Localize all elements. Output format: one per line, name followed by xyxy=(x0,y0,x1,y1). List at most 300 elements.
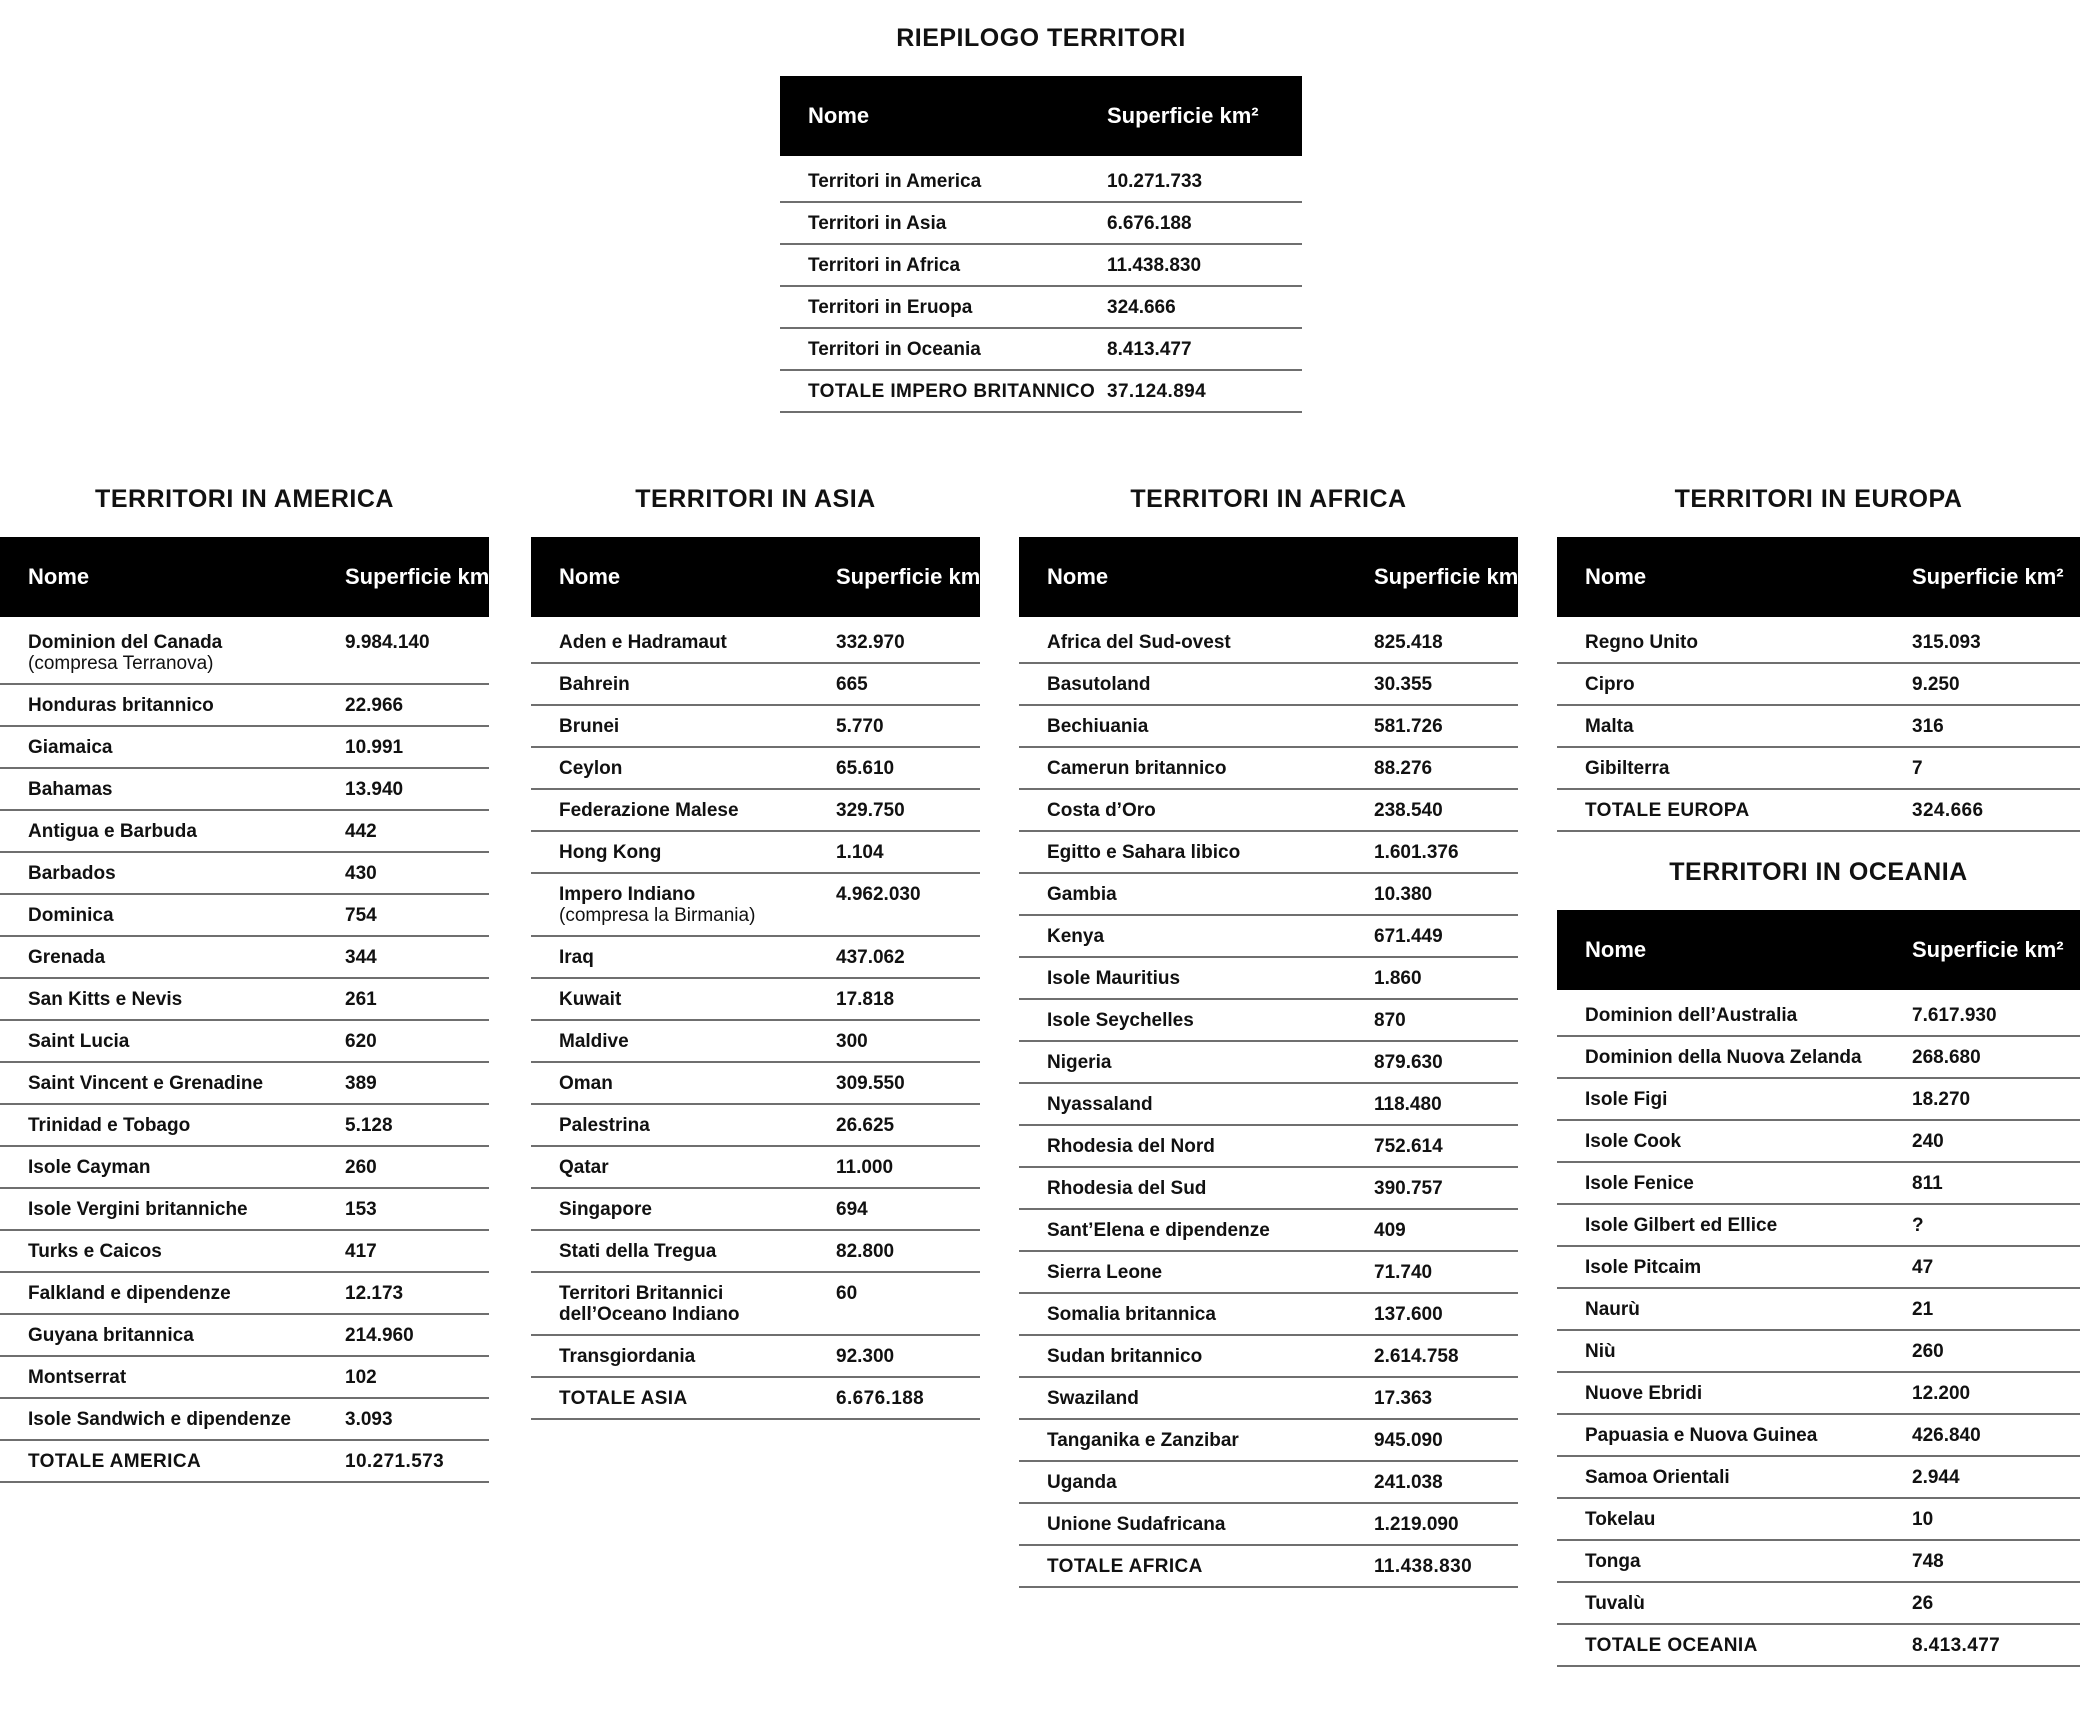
territory-name-cell xyxy=(1557,1330,1912,1372)
table-row xyxy=(1557,1414,2080,1456)
asia-table xyxy=(531,537,988,1420)
territory-area: 426.840 xyxy=(1912,1414,2080,1456)
table-row xyxy=(0,617,489,684)
territory-name-cell xyxy=(531,1188,836,1230)
territory-name-cell xyxy=(531,1146,836,1188)
territory-name: TOTALE AFRICA xyxy=(1047,1556,1203,1577)
table-row xyxy=(0,1062,489,1104)
territory-area: 324.666 xyxy=(1912,789,2080,831)
territory-name-cell xyxy=(1019,1167,1374,1209)
territory-area: 752.614 xyxy=(1374,1125,1518,1167)
table-row xyxy=(0,1314,489,1356)
territory-area: 11.438.830 xyxy=(1107,244,1302,286)
table-row xyxy=(1557,747,2080,789)
header-area: Superficie km² xyxy=(1374,564,1526,589)
territory-area: 754 xyxy=(345,894,489,936)
territory-name: Kuwait xyxy=(559,989,622,1010)
territory-name-cell xyxy=(1557,1162,1912,1204)
territory-area: 417 xyxy=(345,1230,489,1272)
table-row xyxy=(1019,915,1518,957)
territory-name: Isole Gilbert ed Ellice xyxy=(1585,1215,1778,1236)
territory-name-cell xyxy=(531,1062,836,1104)
table-row xyxy=(531,1230,980,1272)
table-row xyxy=(531,1272,980,1335)
territory-name: Regno Unito xyxy=(1585,632,1698,653)
table-row xyxy=(531,747,980,789)
territory-note: (compresa Terranova) xyxy=(28,653,214,674)
africa-table xyxy=(1019,537,1526,1588)
table-row xyxy=(0,1188,489,1230)
territory-name-cell xyxy=(0,726,345,768)
table-row xyxy=(1019,1083,1518,1125)
territory-area: 409 xyxy=(1374,1209,1518,1251)
territory-name: Impero Indiano xyxy=(559,884,696,905)
territory-name-cell xyxy=(531,1272,836,1335)
territory-area: 620 xyxy=(345,1020,489,1062)
territory-name-cell xyxy=(0,894,345,936)
territory-area: 8.413.477 xyxy=(1912,1624,2080,1666)
territory-name: Sant’Elena e dipendenze xyxy=(1047,1220,1270,1241)
table-row xyxy=(0,1104,489,1146)
table-row xyxy=(1019,873,1518,915)
territory-area: 102 xyxy=(345,1356,489,1398)
table-header xyxy=(780,76,1302,156)
territory-name: TOTALE OCEANIA xyxy=(1585,1635,1758,1656)
territory-name: Giamaica xyxy=(28,737,113,758)
table-row xyxy=(780,286,1302,328)
territory-area: 18.270 xyxy=(1912,1078,2080,1120)
america-section xyxy=(0,481,497,1483)
table-row xyxy=(1019,1503,1518,1545)
table-row xyxy=(0,684,489,726)
territory-name: Isole Fenice xyxy=(1585,1173,1694,1194)
territory-name: Isole Sandwich e dipendenze xyxy=(28,1409,291,1430)
territory-name: Trinidad e Tobago xyxy=(28,1115,191,1136)
territory-name: Stati della Tregua xyxy=(559,1241,717,1262)
territory-area: 7.617.930 xyxy=(1912,990,2080,1036)
europa-section xyxy=(1557,481,2080,832)
territory-name-cell xyxy=(1557,1456,1912,1498)
territory-area: 2.614.758 xyxy=(1374,1335,1518,1377)
territory-name-cell xyxy=(1019,705,1374,747)
table-row xyxy=(531,1020,980,1062)
table-row xyxy=(531,1104,980,1146)
territory-area: 8.413.477 xyxy=(1107,328,1302,370)
table-row xyxy=(1019,663,1518,705)
territory-name-cell xyxy=(531,617,836,663)
territory-name: Federazione Malese xyxy=(559,800,739,821)
territory-name-cell xyxy=(531,1377,836,1419)
asia-title: TERRITORI IN ASIA xyxy=(635,485,876,513)
territory-name-cell xyxy=(0,1062,345,1104)
territory-area: 879.630 xyxy=(1374,1041,1518,1083)
territory-name: Iraq xyxy=(559,947,594,968)
territory-area: 945.090 xyxy=(1374,1419,1518,1461)
header-name: Nome xyxy=(1585,564,1647,589)
territory-name-cell xyxy=(1019,1377,1374,1419)
territory-name: Africa del Sud-ovest xyxy=(1047,632,1231,653)
territory-name: Tanganika e Zanzibar xyxy=(1047,1430,1239,1451)
territory-name-cell xyxy=(1019,747,1374,789)
table-row xyxy=(0,1398,489,1440)
territory-name-cell xyxy=(531,663,836,705)
africa-title: TERRITORI IN AFRICA xyxy=(1130,485,1407,513)
territory-name: Nuove Ebridi xyxy=(1585,1383,1703,1404)
territory-name: Saint Vincent e Grenadine xyxy=(28,1073,264,1094)
territory-name: Territori in Asia xyxy=(808,213,947,234)
territory-area: 11.438.830 xyxy=(1374,1545,1518,1587)
territory-area: 442 xyxy=(345,810,489,852)
table-row xyxy=(1557,617,2080,663)
territory-name: Tuvalù xyxy=(1585,1593,1645,1614)
territory-name: Hong Kong xyxy=(559,842,662,863)
table-row xyxy=(1019,1461,1518,1503)
territory-area: 665 xyxy=(836,663,980,705)
table-row xyxy=(1557,1162,2080,1204)
africa-section xyxy=(1019,481,1526,1588)
territory-name: Isole Mauritius xyxy=(1047,968,1181,989)
territory-area: ? xyxy=(1912,1204,2080,1246)
table-row xyxy=(1019,1419,1518,1461)
table-row xyxy=(531,617,980,663)
territory-name: Gambia xyxy=(1047,884,1117,905)
table-row xyxy=(1557,1288,2080,1330)
territory-name-cell xyxy=(1019,915,1374,957)
table-row xyxy=(1019,1041,1518,1083)
territory-name-cell xyxy=(1019,831,1374,873)
territory-area: 30.355 xyxy=(1374,663,1518,705)
territory-name: Bechiuania xyxy=(1047,716,1149,737)
table-row xyxy=(1557,1540,2080,1582)
table-row xyxy=(0,768,489,810)
territory-name-cell xyxy=(1557,789,1912,831)
territory-name-cell xyxy=(531,831,836,873)
territory-name: Honduras britannico xyxy=(28,695,214,716)
territory-area: 88.276 xyxy=(1374,747,1518,789)
total-row xyxy=(1557,1624,2080,1666)
territory-area: 329.750 xyxy=(836,789,980,831)
territory-area: 4.962.030 xyxy=(836,873,980,936)
table-row xyxy=(780,202,1302,244)
table-header xyxy=(531,537,980,617)
territory-area: 92.300 xyxy=(836,1335,980,1377)
territory-name-cell xyxy=(1019,617,1374,663)
territory-area: 10.271.733 xyxy=(1107,156,1302,202)
territory-name: TOTALE EUROPA xyxy=(1585,800,1750,821)
territory-area: 261 xyxy=(345,978,489,1020)
territory-area: 748 xyxy=(1912,1540,2080,1582)
territory-name-cell xyxy=(531,873,836,936)
territory-name: Isole Cook xyxy=(1585,1131,1682,1152)
territory-area: 10.271.573 xyxy=(345,1440,489,1482)
territory-name-cell xyxy=(531,1020,836,1062)
table-row xyxy=(531,1062,980,1104)
header-area: Superficie km² xyxy=(1107,103,1259,128)
territory-note: (compresa la Birmania) xyxy=(559,905,756,926)
table-row xyxy=(1557,1120,2080,1162)
territory-area: 10.380 xyxy=(1374,873,1518,915)
table-row xyxy=(0,894,489,936)
territory-name: Rhodesia del Sud xyxy=(1047,1178,1207,1199)
territory-name: Oman xyxy=(559,1073,613,1094)
territory-name-cell xyxy=(1019,1125,1374,1167)
table-row xyxy=(1557,1372,2080,1414)
territory-name-cell xyxy=(0,936,345,978)
territory-area: 240 xyxy=(1912,1120,2080,1162)
table-row xyxy=(1557,663,2080,705)
territory-area: 430 xyxy=(345,852,489,894)
territory-area: 825.418 xyxy=(1374,617,1518,663)
total-row xyxy=(531,1377,980,1419)
header-name: Nome xyxy=(559,564,621,589)
territory-area: 12.173 xyxy=(345,1272,489,1314)
territory-area: 65.610 xyxy=(836,747,980,789)
territory-name-cell xyxy=(1019,873,1374,915)
territory-name-cell xyxy=(1019,1083,1374,1125)
territory-area: 1.104 xyxy=(836,831,980,873)
territory-name: Uganda xyxy=(1047,1472,1117,1493)
territory-name: Tonga xyxy=(1585,1551,1641,1572)
territory-area: 5.128 xyxy=(345,1104,489,1146)
territory-name-cell xyxy=(1557,990,1912,1036)
territory-name-cell xyxy=(1019,1293,1374,1335)
table-row xyxy=(0,1146,489,1188)
table-header xyxy=(1557,910,2080,990)
table-row xyxy=(1019,1335,1518,1377)
territory-name-cell xyxy=(1019,1041,1374,1083)
territory-name-cell xyxy=(1557,1624,1912,1666)
total-row xyxy=(1019,1545,1518,1587)
territory-name-cell xyxy=(531,1104,836,1146)
territory-name-cell xyxy=(1019,663,1374,705)
summary-title: RIEPILOGO TERRITORI xyxy=(896,24,1186,52)
table-row xyxy=(531,663,980,705)
table-row xyxy=(1019,705,1518,747)
territory-name-cell xyxy=(531,789,836,831)
territory-area: 214.960 xyxy=(345,1314,489,1356)
territory-area: 82.800 xyxy=(836,1230,980,1272)
territory-area: 21 xyxy=(1912,1288,2080,1330)
territory-name-cell xyxy=(1019,789,1374,831)
oceania-title: TERRITORI IN OCEANIA xyxy=(1669,858,1968,886)
table-row xyxy=(1557,1456,2080,1498)
territory-area: 26.625 xyxy=(836,1104,980,1146)
header-name: Nome xyxy=(1047,564,1109,589)
territory-area: 118.480 xyxy=(1374,1083,1518,1125)
territory-area: 9.984.140 xyxy=(345,617,489,684)
header-name: Nome xyxy=(808,103,870,128)
territory-area: 344 xyxy=(345,936,489,978)
territory-area: 260 xyxy=(345,1146,489,1188)
territory-name-cell xyxy=(780,328,1107,370)
table-row xyxy=(531,873,980,936)
territory-name-cell xyxy=(531,1230,836,1272)
table-row xyxy=(531,978,980,1020)
territory-name-cell xyxy=(1019,957,1374,999)
territory-area: 17.818 xyxy=(836,978,980,1020)
territory-area: 22.966 xyxy=(345,684,489,726)
territory-area: 671.449 xyxy=(1374,915,1518,957)
territory-area: 153 xyxy=(345,1188,489,1230)
table-row xyxy=(1019,1251,1518,1293)
territory-area: 11.000 xyxy=(836,1146,980,1188)
territory-name: San Kitts e Nevis xyxy=(28,989,183,1010)
territory-name-cell xyxy=(780,244,1107,286)
territory-name-cell xyxy=(0,1272,345,1314)
territory-name: Somalia britannica xyxy=(1047,1304,1216,1325)
territory-name: Isole Vergini britanniche xyxy=(28,1199,248,1220)
territory-name-cell xyxy=(1557,1120,1912,1162)
territory-name: Palestrina xyxy=(559,1115,650,1136)
territory-name: Basutoland xyxy=(1047,674,1151,695)
table-row xyxy=(1019,617,1518,663)
territory-name: Bahamas xyxy=(28,779,113,800)
territory-name: Falkland e dipendenze xyxy=(28,1283,231,1304)
territory-area: 870 xyxy=(1374,999,1518,1041)
territory-name-cell xyxy=(0,1356,345,1398)
territory-name-cell xyxy=(1557,1414,1912,1456)
territory-area: 309.550 xyxy=(836,1062,980,1104)
territory-name: Antigua e Barbuda xyxy=(28,821,197,842)
territory-name: Gibilterra xyxy=(1585,758,1670,779)
territory-name: Transgiordania xyxy=(559,1346,696,1367)
territory-name-cell xyxy=(1019,999,1374,1041)
territory-area: 5.770 xyxy=(836,705,980,747)
territory-area: 300 xyxy=(836,1020,980,1062)
territory-name: Dominion della Nuova Zelanda xyxy=(1585,1047,1862,1068)
table-header xyxy=(0,537,489,617)
table-row xyxy=(0,852,489,894)
territory-name-cell xyxy=(1557,1246,1912,1288)
table-row xyxy=(1019,1125,1518,1167)
territory-name-cell xyxy=(780,286,1107,328)
territory-name: Samoa Orientali xyxy=(1585,1467,1730,1488)
table-row xyxy=(1557,990,2080,1036)
territory-name: Dominion dell’Australia xyxy=(1585,1005,1798,1026)
territory-name: Sierra Leone xyxy=(1047,1262,1163,1283)
territory-name: Maldive xyxy=(559,1031,629,1052)
table-row xyxy=(1019,957,1518,999)
territory-name: Camerun britannico xyxy=(1047,758,1227,779)
territory-name-cell xyxy=(1557,1372,1912,1414)
oceania-section xyxy=(1557,854,2080,1667)
territory-area: 6.676.188 xyxy=(1107,202,1302,244)
territory-name: TOTALE IMPERO BRITANNICO xyxy=(808,381,1096,402)
territory-name: Costa d’Oro xyxy=(1047,800,1156,821)
territory-name: Guyana britannica xyxy=(28,1325,194,1346)
table-header xyxy=(1019,537,1518,617)
territory-name-cell xyxy=(1557,617,1912,663)
table-row xyxy=(780,156,1302,202)
table-row xyxy=(1557,1330,2080,1372)
territory-area: 238.540 xyxy=(1374,789,1518,831)
table-row xyxy=(1019,831,1518,873)
territory-name: Territori in Africa xyxy=(808,255,961,276)
table-row xyxy=(531,936,980,978)
territory-name-cell xyxy=(1019,1335,1374,1377)
territory-name: Cipro xyxy=(1585,674,1635,695)
oceania-table xyxy=(1557,910,2080,1667)
table-row xyxy=(1019,747,1518,789)
territory-area: 26 xyxy=(1912,1582,2080,1624)
table-row xyxy=(780,244,1302,286)
territory-name-cell xyxy=(0,1314,345,1356)
territory-name-cell xyxy=(0,684,345,726)
territory-name: Naurù xyxy=(1585,1299,1640,1320)
territory-name-cell xyxy=(0,1104,345,1146)
territory-name-cell xyxy=(0,1146,345,1188)
table-row xyxy=(1557,1204,2080,1246)
territory-area: 241.038 xyxy=(1374,1461,1518,1503)
territory-name: Brunei xyxy=(559,716,620,737)
header-name: Nome xyxy=(28,564,90,589)
table-row xyxy=(1557,1582,2080,1624)
header-area: Superficie km² xyxy=(1912,564,2064,589)
territory-name: Egitto e Sahara libico xyxy=(1047,842,1241,863)
territory-name: Tokelau xyxy=(1585,1509,1656,1530)
territory-area: 315.093 xyxy=(1912,617,2080,663)
territory-name-cell xyxy=(780,370,1107,412)
header-name: Nome xyxy=(1585,937,1647,962)
table-row xyxy=(0,1356,489,1398)
territory-name-cell xyxy=(531,936,836,978)
territory-name: Qatar xyxy=(559,1157,609,1178)
territory-name: Kenya xyxy=(1047,926,1105,947)
territory-name-cell xyxy=(1019,1461,1374,1503)
table-row xyxy=(531,831,980,873)
territory-area: 3.093 xyxy=(345,1398,489,1440)
territory-name: TOTALE ASIA xyxy=(559,1388,688,1409)
territory-area: 390.757 xyxy=(1374,1167,1518,1209)
territory-name: Montserrat xyxy=(28,1367,127,1388)
territory-area: 10 xyxy=(1912,1498,2080,1540)
territory-area: 316 xyxy=(1912,705,2080,747)
america-table xyxy=(0,537,497,1483)
territory-area: 37.124.894 xyxy=(1107,370,1302,412)
territory-name: Barbados xyxy=(28,863,116,884)
territory-name: Nigeria xyxy=(1047,1052,1112,1073)
territory-name: Swaziland xyxy=(1047,1388,1139,1409)
territory-name-cell xyxy=(1557,1078,1912,1120)
territory-name-cell xyxy=(780,156,1107,202)
territory-name: Territori Britannici xyxy=(559,1283,724,1304)
territory-name-cell xyxy=(0,1440,345,1482)
table-row xyxy=(1557,1246,2080,1288)
territory-name-cell xyxy=(1557,747,1912,789)
territory-name: Singapore xyxy=(559,1199,652,1220)
total-row xyxy=(1557,789,2080,831)
territory-name-cell xyxy=(531,705,836,747)
summary-section xyxy=(780,20,1302,413)
territory-name-cell xyxy=(0,1230,345,1272)
territory-name: Saint Lucia xyxy=(28,1031,130,1052)
territory-area: 332.970 xyxy=(836,617,980,663)
summary-table xyxy=(780,76,1302,413)
territory-name-cell xyxy=(1557,1288,1912,1330)
territory-name-cell xyxy=(0,617,345,684)
territory-area: 47 xyxy=(1912,1246,2080,1288)
territory-name: Unione Sudafricana xyxy=(1047,1514,1226,1535)
territory-name: Isole Seychelles xyxy=(1047,1010,1194,1031)
territory-area: 2.944 xyxy=(1912,1456,2080,1498)
territory-name-cell xyxy=(1557,1204,1912,1246)
territory-name-continued: dell’Oceano Indiano xyxy=(559,1304,740,1325)
table-row xyxy=(1019,1377,1518,1419)
territory-name: Dominion del Canada xyxy=(28,632,223,653)
total-row xyxy=(780,370,1302,412)
territory-area: 811 xyxy=(1912,1162,2080,1204)
territory-area: 6.676.188 xyxy=(836,1377,980,1419)
